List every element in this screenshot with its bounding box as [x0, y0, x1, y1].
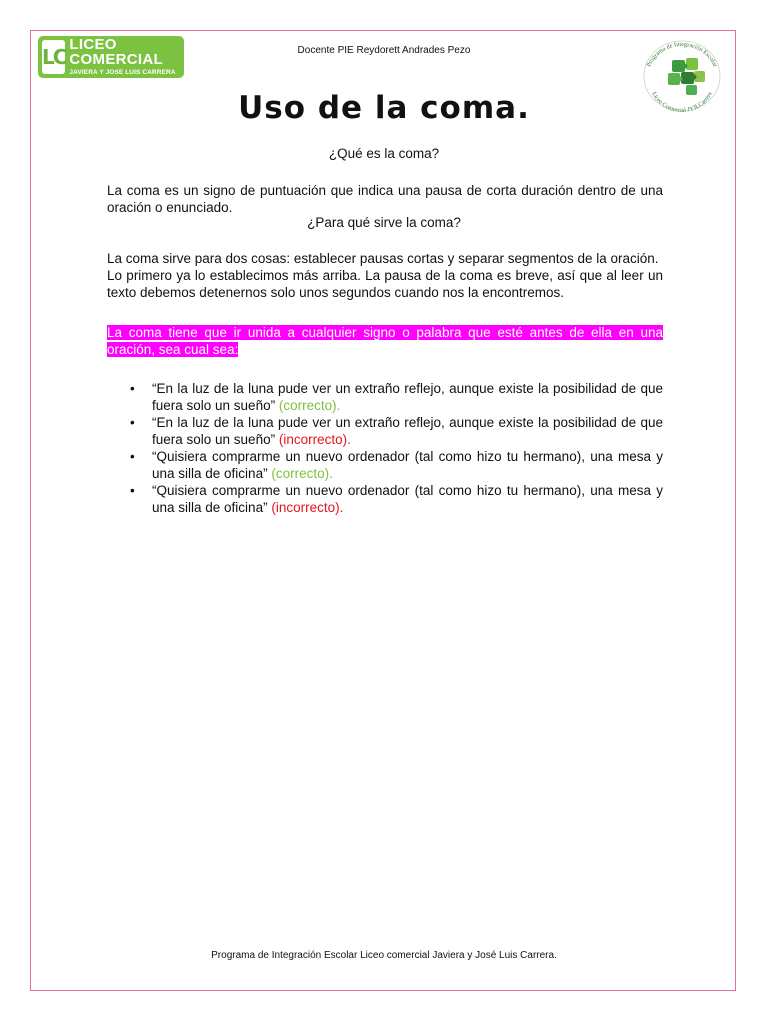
purpose-paragraph [107, 250, 663, 301]
footer-text: Programa de Integración Escolar Liceo comercial Javiera y José Luis Carrera. [211, 950, 557, 961]
liceo-comercial-logo [38, 36, 184, 78]
logo-title: LICEO COMERCIAL [69, 36, 163, 69]
purpose-line-2: Lo primero ya lo establecimos más arriba. La pausa de la coma es breve, así que al leer un texto debemos detenernos solo unos segundos cuando nos la encontremos. [107, 268, 663, 300]
list-item [107, 482, 663, 516]
verdict-correct: (correcto). [267, 466, 333, 481]
question-what-is-comma: ¿Qué es la coma? [328, 146, 440, 161]
lc-logo-mark: LC [42, 40, 65, 74]
example-text: “Quisiera comprarme un nuevo ordenador (tal como hizo tu hermano), una mesa y una silla de oficina” [152, 449, 663, 481]
logo-ring-top-text: Programa de Integración Escolar [645, 40, 719, 68]
verdict-incorrect: (incorrecto). [267, 500, 344, 515]
rule-paragraph [107, 324, 663, 358]
verdict-correct: (correcto). [275, 398, 341, 413]
example-text: “En la luz de la luna pude ver un extraño reflejo, aunque existe la posibilidad de que fuera solo un sueño” [152, 381, 663, 413]
header-teacher: Docente PIE Reydorett Andrades Pezo [297, 45, 471, 56]
list-item [107, 414, 663, 448]
examples-list [107, 380, 663, 516]
highlighted-rule: La coma tiene que ir unida a cualquier signo o palabra que esté antes de ella en una oración, sea cual sea: [107, 325, 663, 357]
list-item [107, 448, 663, 482]
list-item [107, 380, 663, 414]
logo-ring-bottom-text: Liceo Comercial JYJLCarrera [650, 90, 714, 112]
definition-paragraph: La coma es un signo de puntuación que indica una pausa de corta duración dentro de una oración o enunciado. [107, 183, 663, 215]
verdict-incorrect: (incorrecto). [275, 432, 351, 447]
purpose-line-1: La coma sirve para dos cosas: establecer pausas cortas y separar segmentos de la oración. [107, 251, 659, 266]
example-text: “En la luz de la luna pude ver un extraño reflejo, aunque existe la posibilidad de que fuera solo un sueño” [152, 415, 663, 447]
logo-text [69, 37, 184, 77]
logo-subtitle: JAVIERA Y JOSE LUIS CARRERA [69, 69, 176, 77]
example-text: “Quisiera comprarme un nuevo ordenador (tal como hizo tu hermano), una mesa y una silla de oficina” [152, 483, 663, 515]
page-title: Uso de la coma. [238, 90, 530, 126]
question-what-for: ¿Para qué sirve la coma? [307, 215, 461, 230]
